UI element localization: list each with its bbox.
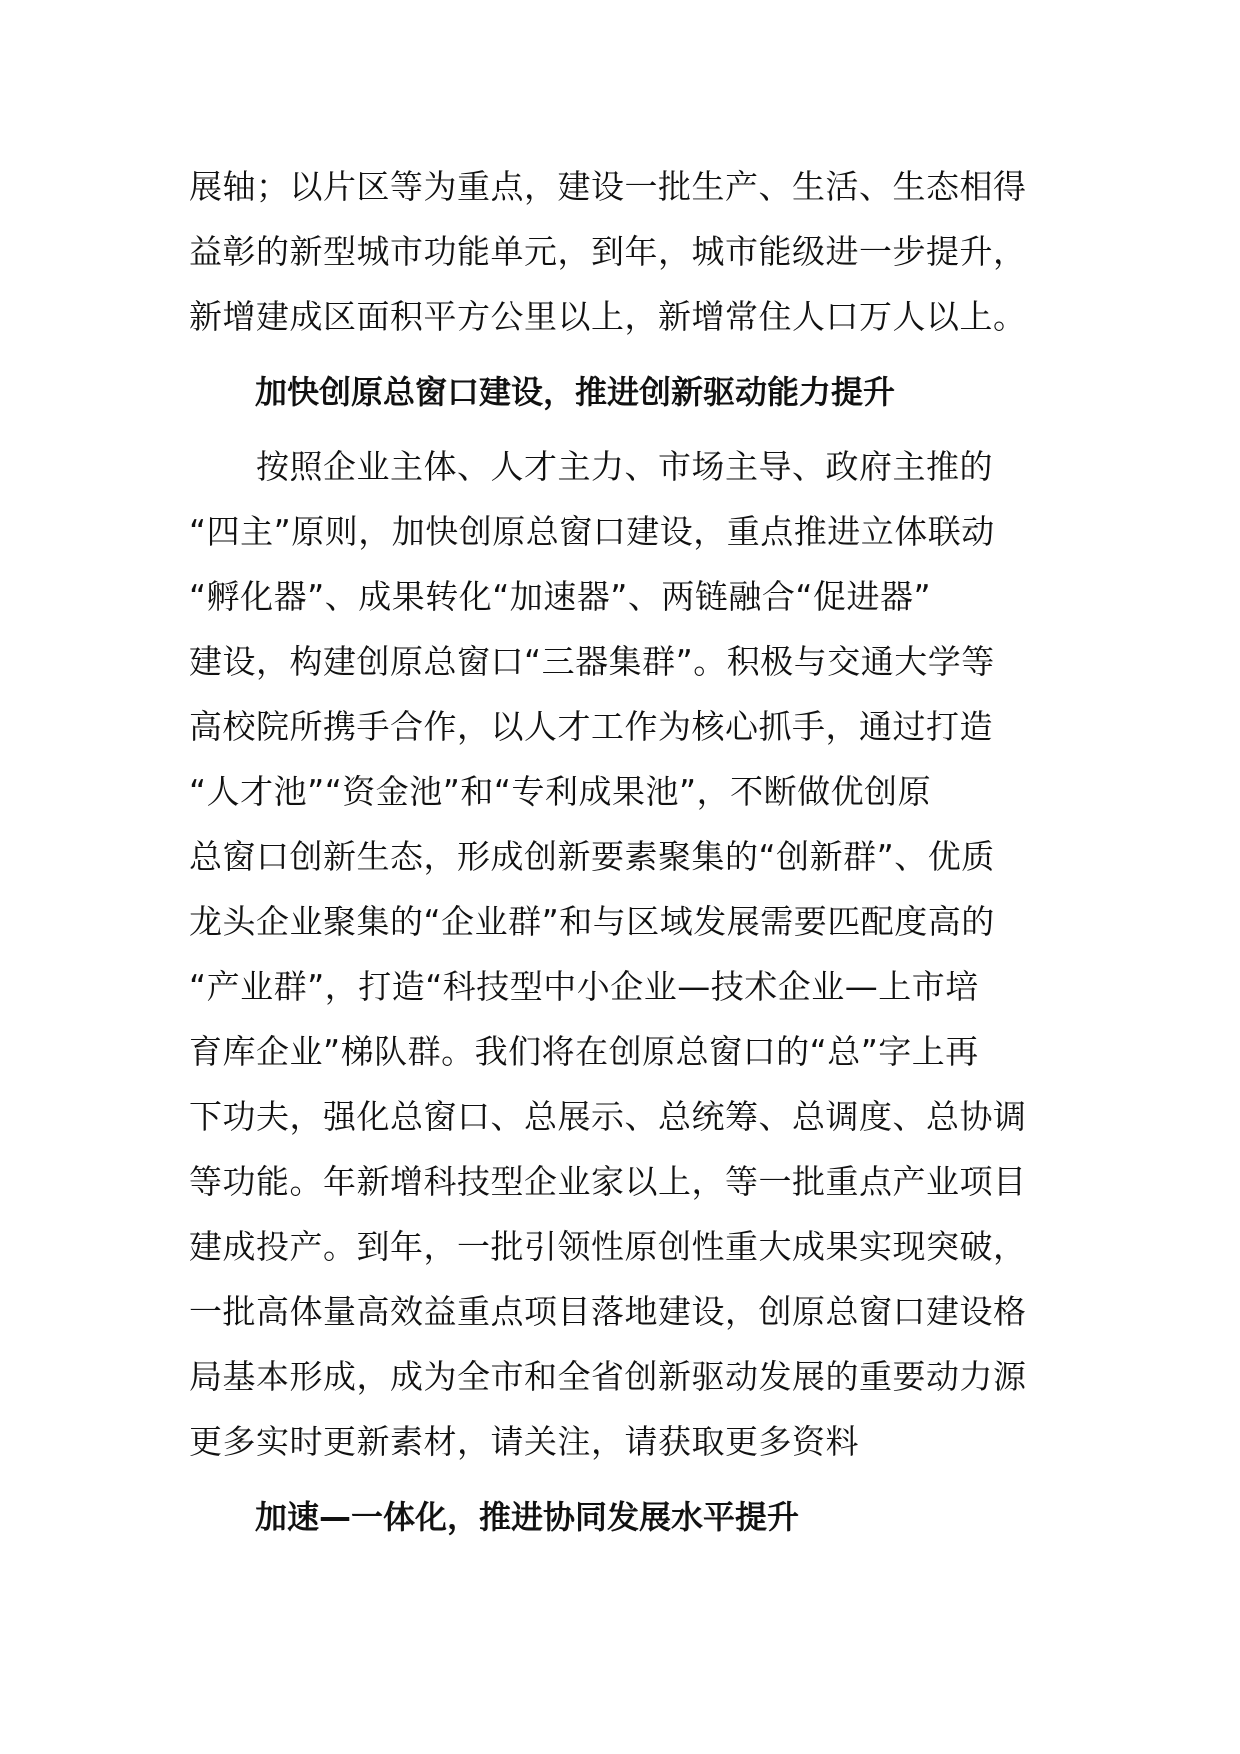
paragraph-line: 下功夫，强化总窗口、总展示、总统筹、总调度、总协调 [189,1097,1027,1136]
paragraph-line: 建成投产。到年，一批引领性原创性重大成果实现突破， [189,1227,1027,1266]
paragraph-line: 一批高体量高效益重点项目落地建设，创原总窗口建设格 [189,1292,1027,1331]
section-heading: 加速—一体化，推进协同发展水平提升 [255,1498,800,1536]
paragraph-line: 总窗口创新生态，形成创新要素聚集的“创新群”、优质 [189,837,995,876]
paragraph-line: 局基本形成，成为全市和全省创新驱动发展的重要动力源 [189,1357,1027,1396]
paragraph-line: 龙头企业聚集的“企业群”和与区域发展需要匹配度高的 [189,902,995,941]
paragraph-line: “四主”原则，加快创原总窗口建设，重点推进立体联动 [189,512,995,551]
paragraph-line: “孵化器”、成果转化“加速器”、两链融合“促进器” [189,577,932,616]
paragraph-line: 益彰的新型城市功能单元，到年，城市能级进一步提升， [189,232,1027,271]
paragraph-line: 新增建成区面积平方公里以上，新增常住人口万人以上。 [189,297,1027,336]
paragraph-line: 育库企业”梯队群。我们将在创原总窗口的“总”字上再 [189,1032,979,1071]
paragraph-line: “产业群”，打造“科技型中小企业—技术企业—上市培 [189,967,979,1006]
paragraph-line: 建设，构建创原总窗口“三器集群”。积极与交通大学等 [189,642,995,681]
paragraph-line: “人才池”“资金池”和“专利成果池”，不断做优创原 [189,772,932,811]
paragraph-line: 等功能。年新增科技型企业家以上，等一批重点产业项目 [189,1162,1027,1201]
paragraph-line: 展轴；以片区等为重点，建设一批生产、生活、生态相得 [189,167,1027,206]
paragraph-line: 高校院所携手合作，以人才工作为核心抓手，通过打造 [189,707,993,746]
paragraph-line: 按照企业主体、人才主力、市场主导、政府主推的 [189,447,993,486]
paragraph-line: 更多实时更新素材，请关注，请获取更多资料 [189,1422,859,1461]
section-heading: 加快创原总窗口建设，推进创新驱动能力提升 [255,373,896,411]
